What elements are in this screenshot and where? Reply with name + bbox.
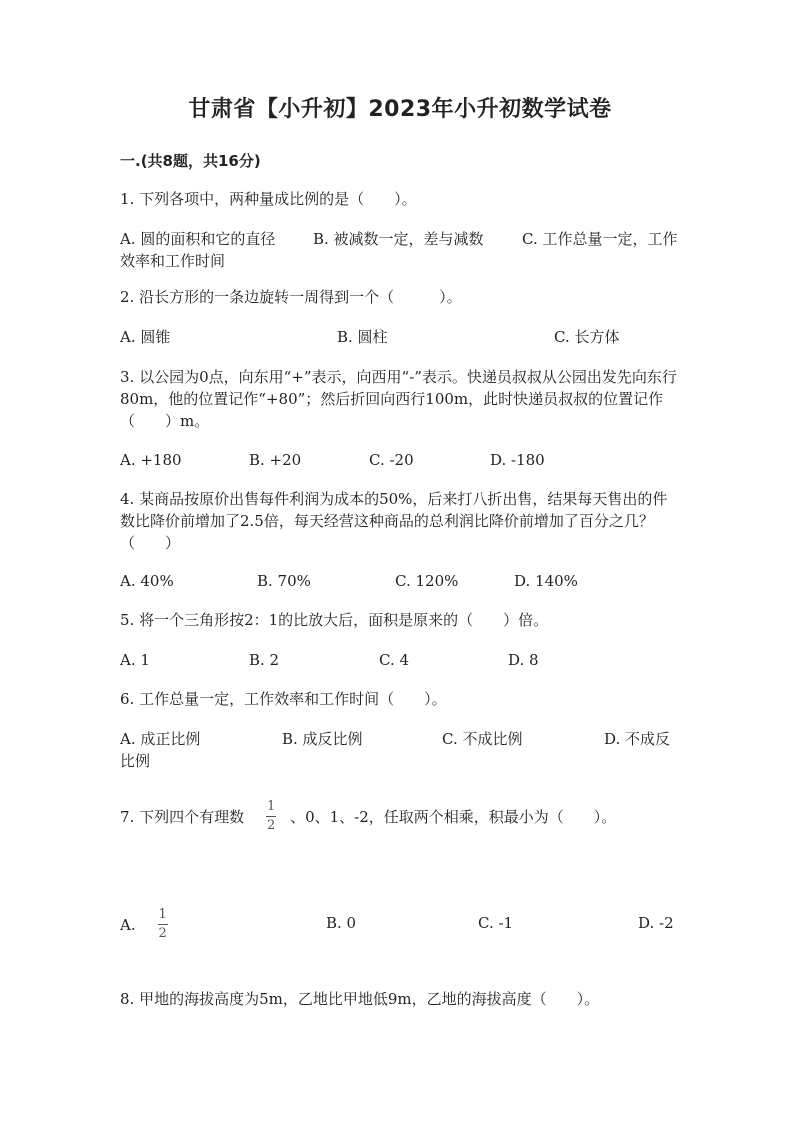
option-a-prefix: A. bbox=[120, 915, 136, 934]
option-b[interactable]: B. 70% bbox=[257, 572, 311, 590]
question-4: 4. 某商品按原价出售每件利润为成本的50%，后来打八折出售，结果每天售出的件数比降价前增加了2.5倍，每天经营这种商品的总利润比降价前增加了百分之几？（ ） bbox=[120, 490, 668, 552]
option-b[interactable]: B. 被减数一定，差与减数 bbox=[313, 230, 484, 248]
option-d[interactable]: D. 8 bbox=[508, 651, 539, 669]
page-title: 甘肃省【小升初】2023年小升初数学试卷 bbox=[188, 97, 612, 122]
section-heading: 一.(共8题，共16分) bbox=[120, 152, 261, 170]
question-7-options bbox=[120, 907, 680, 941]
fraction-bar bbox=[158, 924, 168, 925]
option-b[interactable]: B. +20 bbox=[249, 451, 302, 469]
fraction-denominator: 2 bbox=[158, 926, 167, 941]
option-b[interactable]: B. 圆柱 bbox=[337, 328, 388, 346]
question-2-options bbox=[120, 326, 680, 348]
fraction-numerator: 1 bbox=[158, 907, 167, 922]
option-c[interactable]: C. 不成比例 bbox=[442, 730, 523, 748]
question-7-text-before: 7. 下列四个有理数 bbox=[120, 807, 245, 826]
option-c[interactable]: C. -1 bbox=[478, 914, 514, 932]
option-c[interactable]: C. -20 bbox=[369, 451, 414, 469]
fraction-bar bbox=[266, 816, 276, 817]
fraction-one-half bbox=[266, 800, 276, 833]
option-a[interactable]: A. 圆的面积和它的直径 bbox=[120, 230, 276, 248]
option-c[interactable]: C. 4 bbox=[379, 651, 410, 669]
option-b[interactable]: B. 0 bbox=[326, 914, 357, 932]
question-8: 8. 甲地的海拔高度为5m，乙地比甲地低9m，乙地的海拔高度（ ）。 bbox=[120, 990, 600, 1008]
option-c[interactable]: C. 120% bbox=[395, 572, 459, 590]
option-b[interactable]: B. 2 bbox=[249, 651, 280, 669]
option-a[interactable]: A. +180 bbox=[120, 451, 182, 469]
option-d[interactable]: D. -2 bbox=[638, 914, 674, 932]
option-b[interactable]: B. 成反比例 bbox=[282, 730, 363, 748]
question-3: 3. 以公园为0点，向东用“+”表示，向西用“-”表示。快递员叔叔从公园出发先向东行80m，他的位置记作“+80”；然后折回向西行100m，此时快递员叔叔的位置记作（ ）m。 bbox=[120, 368, 677, 430]
question-1: 1. 下列各项中，两种量成比例的是（ ）。 bbox=[120, 190, 417, 208]
question-7 bbox=[120, 800, 680, 833]
question-6: 6. 工作总量一定，工作效率和工作时间（ ）。 bbox=[120, 690, 447, 708]
fraction-one-half bbox=[158, 908, 168, 941]
option-c[interactable]: C. 长方体 bbox=[554, 328, 620, 346]
question-3-options bbox=[120, 449, 680, 471]
fraction-denominator: 2 bbox=[266, 818, 276, 833]
option-c[interactable]: C. 工作总量一定，工作效率和工作时间 bbox=[120, 230, 678, 270]
question-2: 2. 沿长方形的一条边旋转一周得到一个（ ）。 bbox=[120, 288, 462, 306]
question-5: 5. 将一个三角形按2：1的比放大后，面积是原来的（ ）倍。 bbox=[120, 611, 549, 629]
question-4-options bbox=[120, 570, 680, 592]
option-a[interactable] bbox=[120, 908, 174, 941]
option-a[interactable]: A. 40% bbox=[120, 572, 174, 590]
option-a[interactable]: A. 成正比例 bbox=[120, 730, 201, 748]
fraction-numerator: 1 bbox=[266, 799, 276, 814]
option-d[interactable]: D. 140% bbox=[514, 572, 578, 590]
question-5-options bbox=[120, 649, 680, 671]
question-7-text-after: 、0、1、-2，任取两个相乘，积最小为（ ）。 bbox=[290, 807, 617, 826]
option-d[interactable]: D. -180 bbox=[490, 451, 545, 469]
option-a[interactable]: A. 圆锥 bbox=[120, 328, 171, 346]
option-a[interactable]: A. 1 bbox=[120, 651, 150, 669]
option-d[interactable]: D. 不成反比例 bbox=[120, 730, 671, 770]
